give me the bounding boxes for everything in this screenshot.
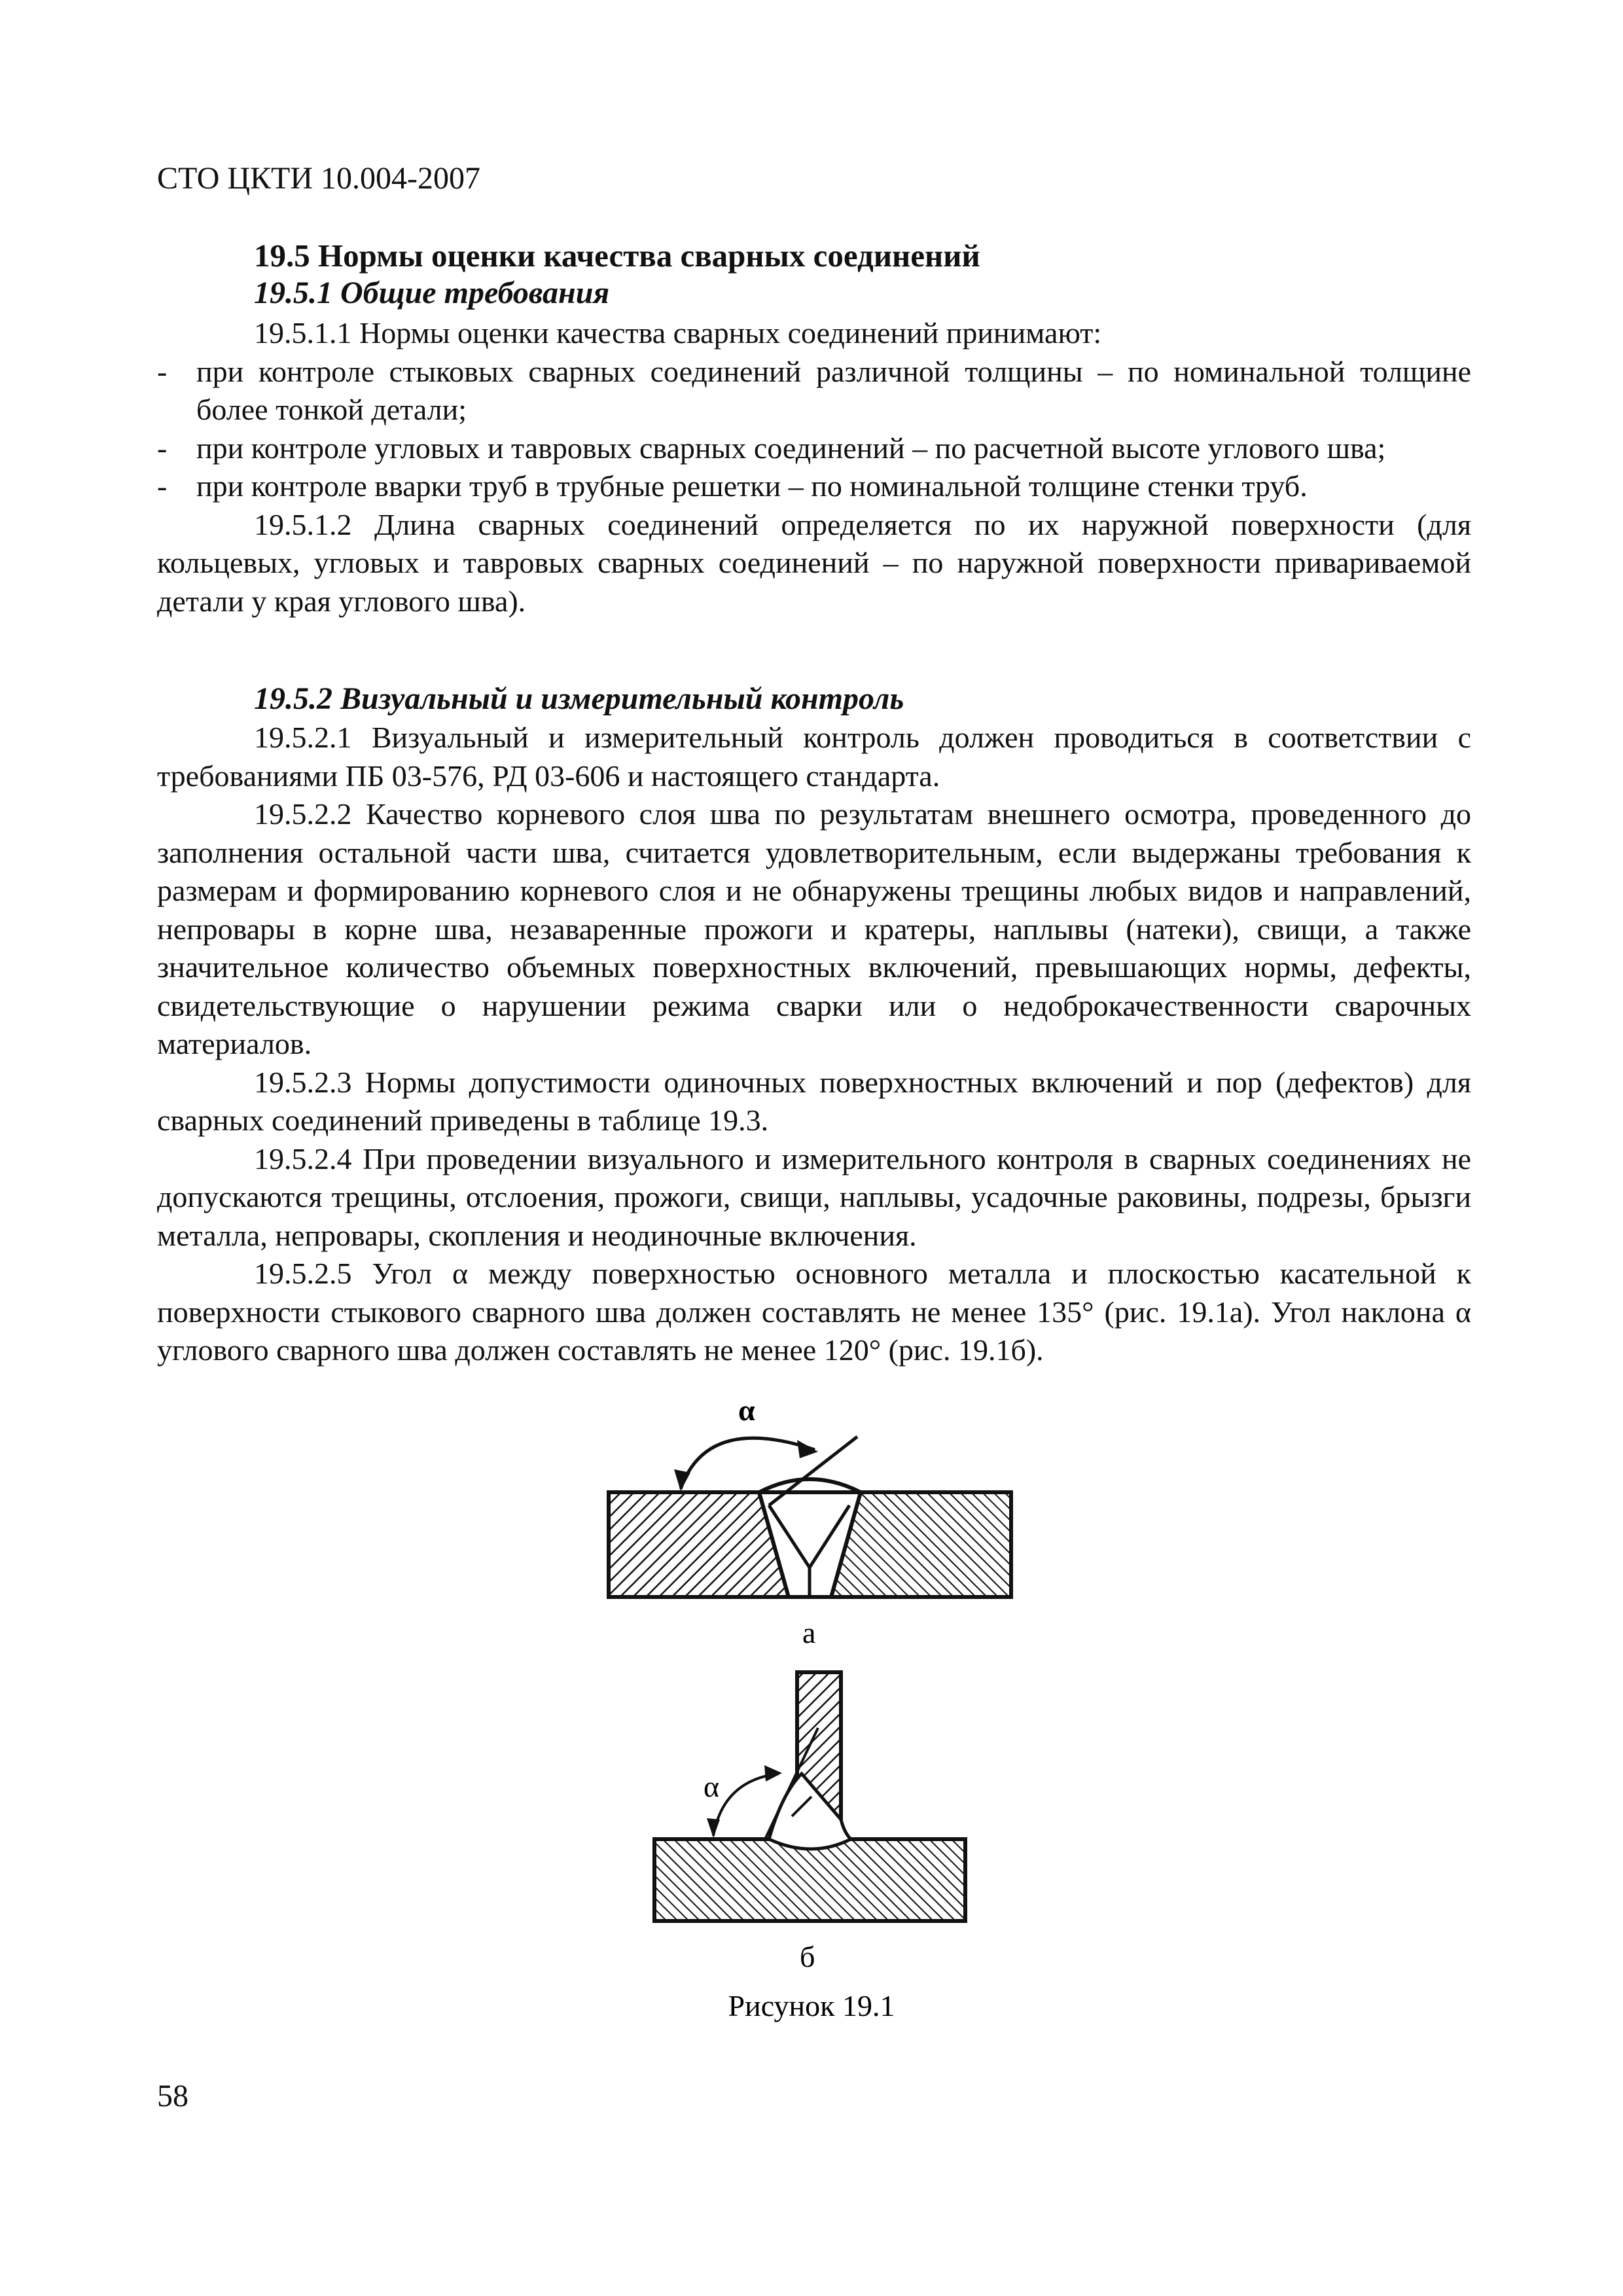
paragraph-19-5-1-2: 19.5.1.2 Длина сварных соединений определяется по их наружной поверхности (для кольцевых, угловых и тавровых сварных соединений – по наружной поверхности привариваемой детали у края углового шва). (157, 507, 1471, 618)
fillet-weld-diagram (654, 1672, 965, 1921)
list-item: - при контроле вварки труб в трубные решетки – по номинальной толщине стенки труб. (157, 469, 1308, 503)
subsection-title-general: 19.5.1 Общие требования (254, 276, 610, 310)
paragraph-19-5-1-1: 19.5.1.1 Нормы оценки качества сварных соединений принимают: (254, 316, 1102, 350)
general-requirements-block (157, 314, 1471, 620)
list-item: - при контроле угловых и тавровых сварных соединений – по расчетной высоте углового шва; (157, 431, 1386, 465)
paragraph-19-5-2-5: 19.5.2.5 Угол α между поверхностью основного металла и плоскостью касательной к поверхности стыкового сварного шва должен составлять не менее 135° (рис. 19.1а). Угол наклона α углового сварного шва должен составлять не менее 120° (рис. 19.1б). (157, 1257, 1471, 1367)
subsection-title-visual: 19.5.2 Визуальный и измерительный контроль (254, 681, 904, 716)
paragraph-19-5-2-2: 19.5.2.2 Качество корневого слоя шва по результатам внешнего осмотра, проведенного до заполнения остальной части шва, считается удовлетворительным, если выдержаны требования к размерам и формированию корневого слоя и не обнаружены трещины любых видов и направлений, непровары в корне шва, незаваренные прожоги и кратеры, наплывы (натеки), свищи, а также значительное количество объемных поверхностных включений, превышающих нормы, дефекты, свидетельствующие о нарушении режима сварки или о недоброкачественности сварочных материалов. (157, 797, 1471, 1060)
paragraph-19-5-2-4: 19.5.2.4 При проведении визуального и измерительного контроля в сварных соединениях не допускаются трещины, отслоения, прожоги, свищи, наплывы, усадочные раковины, подрезы, брызги металла, непровары, скопления и неодиночные включения. (157, 1141, 1471, 1252)
document-code: СТО ЦКТИ 10.004-2007 (157, 161, 481, 196)
section-title: 19.5 Нормы оценки качества сварных соединений (254, 238, 980, 274)
angle-alpha-label-a: α (738, 1393, 755, 1427)
butt-weld-diagram (609, 1437, 1011, 1597)
figure-label-b: б (800, 1940, 815, 1973)
bullet-text: при контроле стыковых сварных соединений различной толщины – по номинальной толщине более тонкой детали; (196, 354, 1471, 426)
bullet-text: при контроле вварки труб в трубные решетки – по номинальной толщине стенки труб. (196, 469, 1308, 503)
paragraph-19-5-2-1: 19.5.2.1 Визуальный и измерительный контроль должен проводиться в соответствии с требованиями ПБ 03-576, РД 03-606 и настоящего стандарта. (157, 721, 1471, 793)
visual-control-block (157, 719, 1471, 1370)
page-number: 58 (157, 2079, 188, 2113)
bullet-text: при контроле угловых и тавровых сварных соединений – по расчетной высоте углового шва; (196, 431, 1386, 465)
figure-19-1 (0, 1361, 1623, 2081)
figure-caption: Рисунок 19.1 (728, 1989, 895, 2022)
figure-label-a: а (802, 1616, 816, 1649)
paragraph-19-5-2-3: 19.5.2.3 Нормы допустимости одиночных поверхностных включений и пор (дефектов) для сварных соединений приведены в таблице 19.3. (157, 1065, 1471, 1137)
angle-alpha-label-b: α (704, 1770, 720, 1803)
list-item: - при контроле стыковых сварных соединений различной толщины – по номинальной толщине более тонкой детали; (157, 354, 1471, 426)
